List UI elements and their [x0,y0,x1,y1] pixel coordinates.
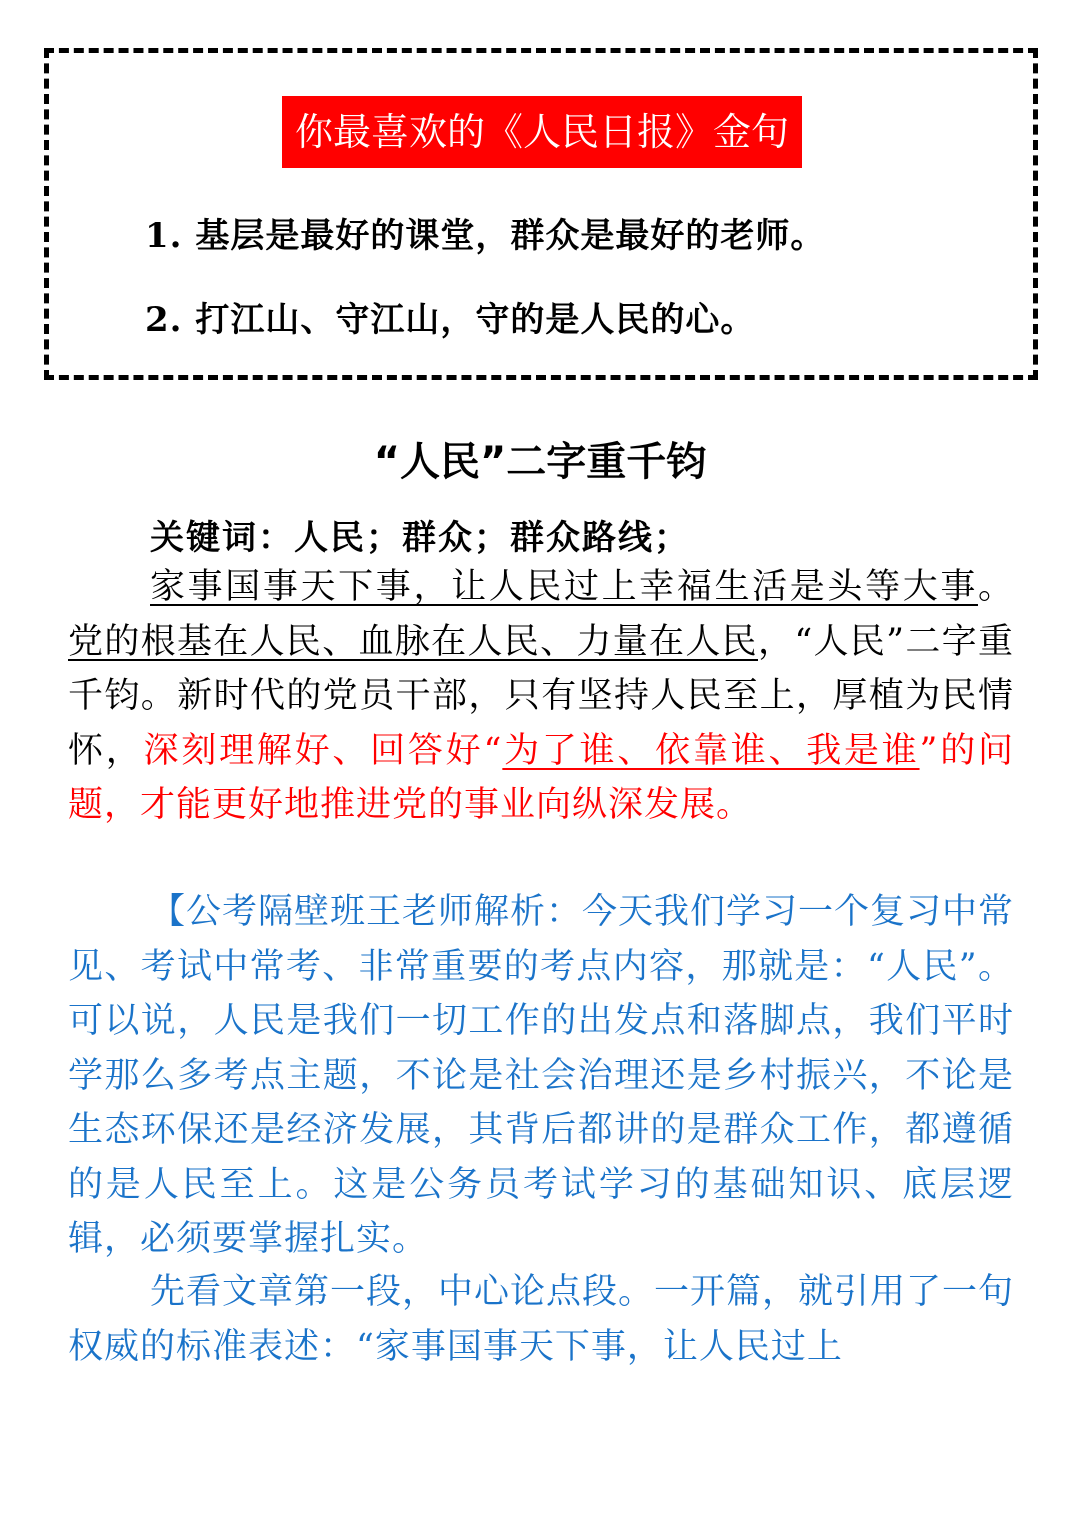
quote-item-2: 2. 打江山、守江山，守的是人民的心。 [145,300,756,340]
analysis-paragraph: 【公考隔壁班王老师解析：今天我们学习一个复习中常见、考试中常考、非常重要的考点内容，那就是：“人民”。可以说，人民是我们一切工作的出发点和落脚点，我们平时学那么多考点主题，不论是社会治理还是乡村振兴，不论是生态环保还是经济发展，其背后都讲的是群众工作，都遵循的是人民至上。这是公务员考试学习的基础知识、底层逻辑，必须要掌握扎实。 [68,892,1015,1259]
emphasis-text-b: ”的问题，才能更好地推进党的事业向纵深发展。 [68,730,1014,825]
paragraph-1 [68,560,1014,833]
banner-title: 你最喜欢的《人民日报》金句 [282,96,802,168]
paragraph-1-text-a: 。 [977,567,1014,607]
article-title: “人民”二字重千钧 [373,439,707,485]
quote-item-1: 1. 基层是最好的课堂，群众是最好的老师。 [145,216,826,256]
underlined-phrase-1: 家事国事天下事，让人民过上幸福生活是头等大事 [150,567,978,607]
keywords-line: 关键词：人民；群众；群众路线； [150,518,690,558]
emphasis-text-a: 深刻理解好、回答好“ [143,730,503,771]
emphasis-underlined: 为了谁、依靠谁、我是谁 [502,730,920,771]
analysis-paragraph-continued: 先看文章第一段，中心论点段。一开篇，就引用了一句权威的标准表述：“家事国事天下事，让人民过上 [68,1272,1015,1367]
paragraph-1-text-b: ，“人民”二字重千钧。新时代的党员干部，只有坚持人民至上，厚植为民情怀， [68,621,1014,771]
underlined-phrase-2: 党的根基在人民、血脉在人民、力量在人民 [68,621,758,662]
